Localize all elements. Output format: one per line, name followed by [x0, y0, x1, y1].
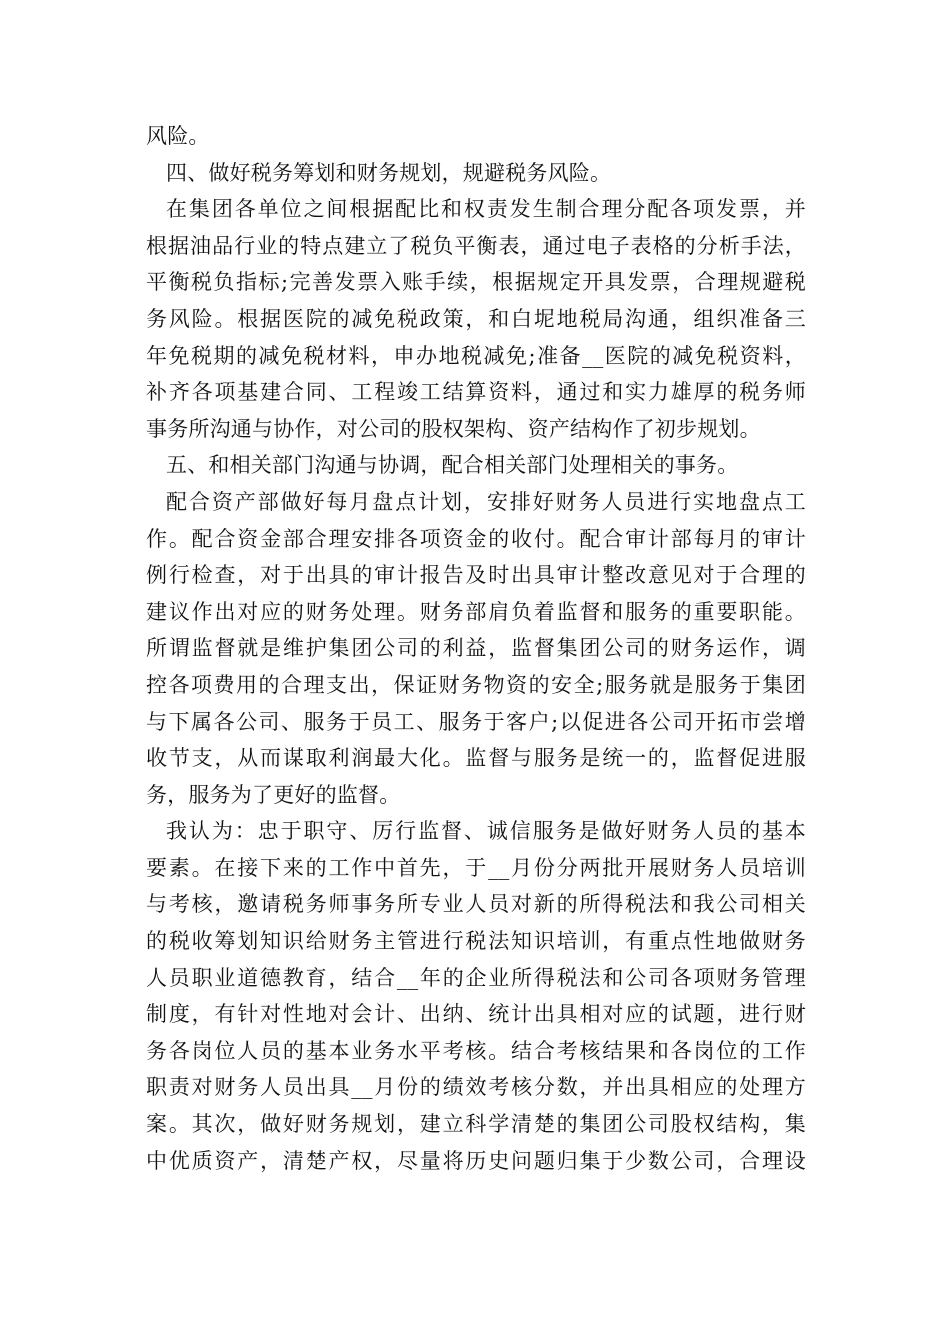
- text-line: 要素。在接下来的工作中首先，于__月份分两批开展财务人员培训: [146, 855, 806, 880]
- text-line: 根据油品行业的特点建立了税负平衡表，通过电子表格的分析手法，: [146, 233, 806, 258]
- section-heading-4: 四、做好税务筹划和财务规划，规避税务风险。: [166, 160, 612, 185]
- text-line: 年免税期的减免税材料，申办地税减免;准备__医院的减免税资料，: [146, 343, 806, 368]
- text-line: 在集团各单位之间根据配比和权责发生制合理分配各项发票，并: [166, 197, 806, 222]
- text-line: 务风险。根据医院的减免税政策，和白坭地税局沟通，组织准备三: [146, 306, 806, 331]
- text-line: 与考核，邀请税务师事务所专业人员对新的所得税法和我公司相关: [146, 892, 806, 917]
- text-line: 职责对财务人员出具__月份的绩效考核分数，并出具相应的处理方: [146, 1075, 806, 1100]
- text-line: 平衡税负指标;完善发票入账手续，根据规定开具发票，合理规避税: [146, 270, 806, 295]
- text-line: 我认为：忠于职守、厉行监督、诚信服务是做好财务人员的基本: [166, 819, 806, 844]
- document-body: [146, 118, 806, 1179]
- text-line: 补齐各项基建合同、工程竣工结算资料，通过和实力雄厚的税务师: [146, 380, 806, 405]
- text-line: 控各项费用的合理支出，保证财务物资的安全;服务就是服务于集团: [146, 672, 806, 697]
- text-line: 务，服务为了更好的监督。: [146, 782, 401, 807]
- text-line: 中优质资产，清楚产权，尽量将历史问题归集于少数公司，合理设: [146, 1148, 806, 1173]
- text-line: 例行检查，对于出具的审计报告及时出具审计整改意见对于合理的: [146, 563, 806, 588]
- text-line: 与下属各公司、服务于员工、服务于客户;以促进各公司开拓市尝增: [146, 709, 806, 734]
- text-line: 配合资产部做好每月盘点计划，安排好财务人员进行实地盘点工: [166, 489, 806, 514]
- text-line: 案。其次，做好财务规划，建立科学清楚的集团公司股权结构，集: [146, 1112, 806, 1137]
- text-line: 制度，有针对性地对会计、出纳、统计出具相对应的试题，进行财: [146, 1002, 806, 1027]
- text-line: 所谓监督就是维护集团公司的利益，监督集团公司的财务运作，调: [146, 636, 806, 661]
- section-heading-5: 五、和相关部门沟通与协调，配合相关部门处理相关的事务。: [166, 453, 739, 478]
- text-line: 风险。: [146, 124, 210, 148]
- text-line: 的税收筹划知识给财务主管进行税法知识培训，有重点性地做财务: [146, 929, 806, 954]
- text-line: 建议作出对应的财务处理。财务部肩负着监督和服务的重要职能。: [146, 599, 806, 624]
- text-line: 作。配合资金部合理安排各项资金的收付。配合审计部每月的审计: [146, 526, 806, 551]
- text-line: 务各岗位人员的基本业务水平考核。结合考核结果和各岗位的工作: [146, 1038, 806, 1063]
- text-line: 收节支，从而谋取利润最大化。监督与服务是统一的，监督促进服: [146, 746, 806, 771]
- text-line: 事务所沟通与协作，对公司的股权架构、资产结构作了初步规划。: [146, 416, 761, 441]
- text-line: 人员职业道德教育，结合__年的企业所得税法和公司各项财务管理: [146, 965, 806, 990]
